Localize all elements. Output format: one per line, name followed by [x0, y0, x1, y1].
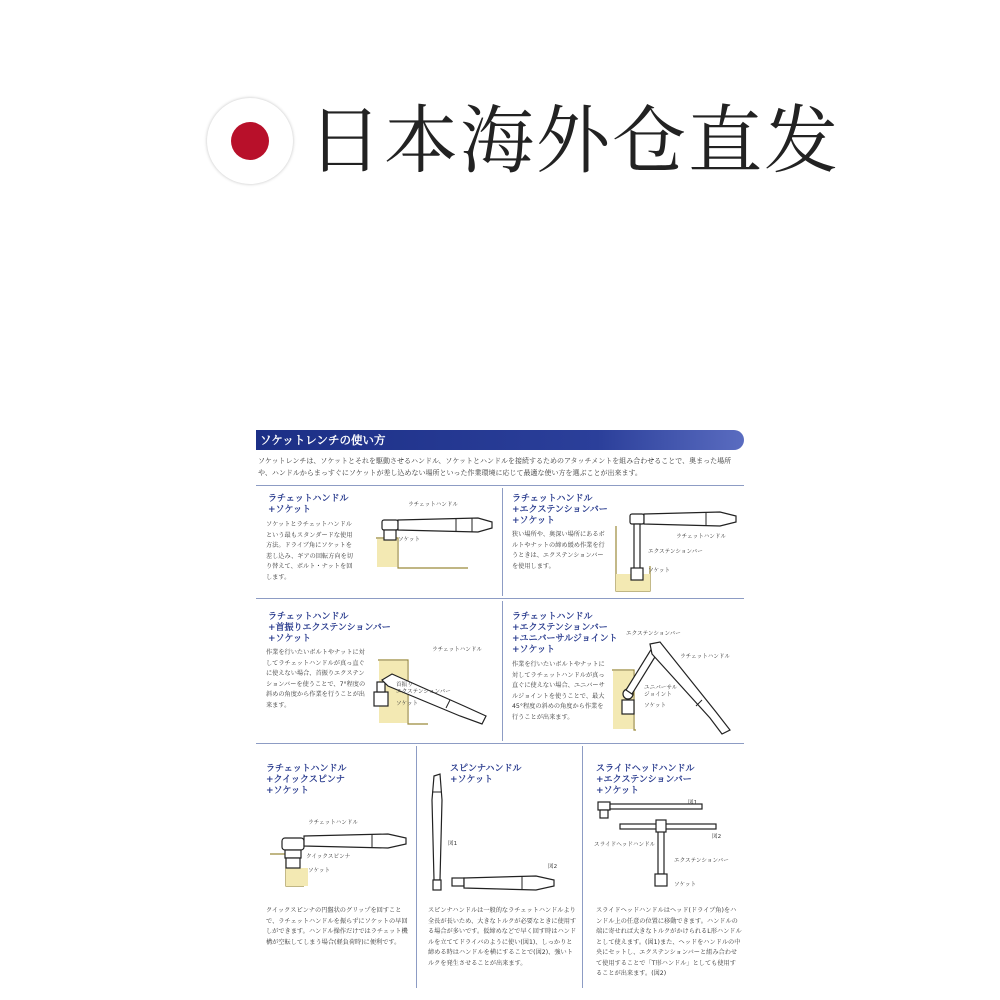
divider: [256, 743, 744, 744]
section-title: スライドヘッドハンドル +エクステンションバー +ソケット: [596, 764, 695, 796]
japan-flag-icon: [207, 98, 293, 184]
label-socket: ソケット: [308, 868, 331, 874]
section-text: 作業を行いたいボルトやナットに対してラチェットハンドルが真っ直ぐに使えない場合、首振りエクステンションバーを使うことで、7°程度の斜めの角度から作業を行うことが出来ます。: [266, 649, 366, 709]
section-text: 作業を行いたいボルトやナットに対してラチェットハンドルが真っ直ぐに使えない場合、ユニバーサルジョイントを使うことで、最大45°程度の斜めの角度から作業を行うことが出来ます。: [512, 661, 605, 721]
label-socket: ソケット: [674, 882, 697, 888]
page-title: ソケットレンチの使い方: [260, 433, 386, 447]
label-extension-bar: エクステンションバー: [674, 858, 729, 864]
section-title: ラチェットハンドル +エクステンションバー +ユニバーサルジョイント +ソケット: [512, 612, 618, 655]
section-title: スピンナハンドル +ソケット: [450, 764, 522, 785]
label-universal: ユニバーサル: [644, 685, 678, 691]
spinner-handle-illustration: [426, 770, 576, 900]
section-text: スピンナハンドルは一般的なラチェットハンドルより全長が長いため、大きなトルクが必要なときに使用する場合が多いです。仮締めなどで早く回す時はハンドルを立ててドライバのように使い(図1)、しっかりと締める時はハンドルを横にすることで(図2)、強いトルクを発生させることが出来ます。: [428, 907, 577, 967]
label-joint: ジョイント: [644, 692, 672, 698]
label-slide-head-handle: スライドヘッドハンドル: [594, 842, 656, 848]
section-title: ラチェットハンドル +クイックスピンナ +ソケット: [266, 764, 347, 796]
section-text: クイックスピンナの円盤状のグリップを回すことで、ラチェットハンドルを振らずにソケットの早回しができます。ハンドル操作だけではラチェット機構が空転してしまう場合(軽負荷時)に便利です。: [266, 907, 408, 946]
label-fig1: 図1: [448, 841, 458, 847]
section-title: ラチェットハンドル +首振りエクステンションバー +ソケット: [268, 612, 391, 644]
instruction-page: [256, 430, 744, 988]
ratchet-socket-illustration: [368, 498, 496, 578]
section-title: ラチェットハンドル +エクステンションバー +ソケット: [512, 494, 608, 526]
banner: [0, 0, 1000, 260]
label-extension-bar: エクステンションバー: [648, 549, 703, 555]
divider: [502, 601, 503, 741]
label-extension-bar: エクステンションバー: [396, 689, 451, 695]
label-extension-bar: エクステンションバー: [626, 631, 681, 637]
label-socket: ソケット: [396, 701, 419, 707]
label-socket: ソケット: [644, 703, 667, 709]
divider: [582, 746, 583, 988]
label-ratchet-handle: ラチェットハンドル: [308, 820, 359, 826]
ratchet-extension-illustration: [610, 496, 740, 596]
label-quick-spinner: クイックスピンナ: [306, 854, 351, 860]
page-header-bar: [256, 430, 744, 450]
label-fig2: 図2: [548, 864, 558, 870]
label-ratchet-handle: ラチェットハンドル: [408, 502, 459, 508]
section-title: ラチェットハンドル +ソケット: [268, 494, 349, 515]
divider: [416, 746, 417, 988]
divider: [502, 488, 503, 596]
label-fig1: 図1: [688, 800, 698, 806]
divider: [256, 598, 744, 599]
label-ratchet-handle: ラチェットハンドル: [680, 654, 731, 660]
section-text: スライドヘッドハンドルはヘッド(ドライブ角)をハンドル上の任意の位置に移動できます。ハンドルの端に寄せれば大きなトルクがかけられるL形ハンドルとして使えます。(図1)また、ヘッドをハンドルの中央にセットし、エクステンションバーと組み合わせて使用することで「T形ハンドル」としても使用することが出来ます。(図2): [596, 907, 742, 977]
divider: [256, 485, 744, 486]
flag-red-dot: [231, 122, 269, 160]
label-ratchet-handle: ラチェットハンドル: [676, 534, 727, 540]
label-wobble: 首振り: [396, 682, 413, 688]
label-socket: ソケット: [398, 537, 421, 543]
label-fig2: 図2: [712, 834, 722, 840]
intro-text: ソケットレンチは、ソケットとそれを駆動させるハンドル、ソケットとハンドルを接続するためのアタッチメントを組み合わせることで、奥まった場所や、ハンドルからまっすぐにソケットが差し込めない場所といった作業環境に応じて最適な使い方を選ぶことが出来ます。: [258, 457, 732, 477]
section-text: 狭い場所や、奥深い場所にあるボルトやナットの締め緩め作業を行うときは、エクステンションバーを使用します。: [512, 531, 605, 570]
banner-title: 日本海外仓直发: [308, 98, 840, 184]
label-ratchet-handle: ラチェットハンドル: [432, 647, 483, 653]
label-socket: ソケット: [648, 568, 671, 574]
section-text: ソケットとラチェットハンドルという最もスタンダードな使用方法。ドライブ角にソケットを差し込み、ギアの回転方向を切り替えて、ボルト・ナットを回します。: [266, 521, 353, 581]
